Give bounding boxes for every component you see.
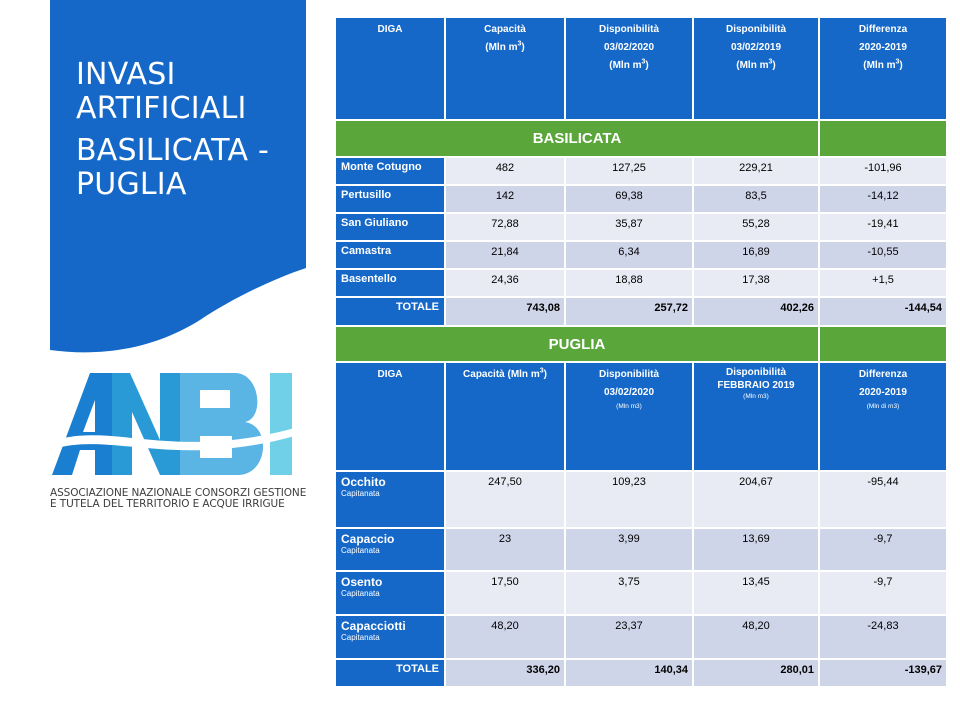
capacity-cell: 247,50 — [446, 472, 566, 529]
total-availability-2019: 280,01 — [694, 660, 820, 688]
total-availability-2019: 402,26 — [694, 298, 820, 327]
availability-2019-cell: 48,20 — [694, 616, 820, 660]
dam-name — [336, 616, 446, 660]
dam-name: Monte Cotugno — [336, 158, 446, 186]
dam-title: Osento — [341, 575, 383, 589]
slide-title — [76, 58, 269, 202]
section-row-puglia — [336, 327, 948, 363]
title-line-2: ARTIFICIALI — [76, 91, 247, 126]
availability-2019-cell: 13,45 — [694, 572, 820, 616]
difference-cell: -95,44 — [820, 472, 948, 529]
table-row — [336, 186, 948, 214]
availability-2020-cell: 35,87 — [566, 214, 694, 242]
header-differenza: Differenza 2020-2019 (Mln di m3) — [820, 363, 948, 472]
dam-title: Capacciotti — [341, 619, 406, 633]
total-capacity: 743,08 — [446, 298, 566, 327]
total-capacity: 336,20 — [446, 660, 566, 688]
difference-cell: -19,41 — [820, 214, 948, 242]
table-row — [336, 270, 948, 298]
header-capacita: Capacità (Mln $m^3$) — [446, 363, 566, 472]
dam-title: Occhito — [341, 475, 386, 489]
availability-2020-cell: 23,37 — [566, 616, 694, 660]
availability-2020-cell: 6,34 — [566, 242, 694, 270]
basilicata-header-row — [336, 18, 948, 121]
header-diga: DIGA — [336, 18, 446, 121]
header-disponibilita-2019: Disponibilità 03/02/2019 (Mln $m^3$) — [694, 18, 820, 121]
logo-text-line-2: E TUTELA DEL TERRITORIO E ACQUE IRRIGUE — [50, 498, 285, 510]
capacity-cell: 21,84 — [446, 242, 566, 270]
table-row — [336, 529, 948, 572]
section-blank — [820, 121, 948, 158]
capacity-cell: 48,20 — [446, 616, 566, 660]
title-line-1: INVASI — [76, 57, 176, 92]
availability-2020-cell: 18,88 — [566, 270, 694, 298]
availability-2019-cell: 229,21 — [694, 158, 820, 186]
section-blank — [820, 327, 948, 363]
dam-name — [336, 529, 446, 572]
dam-name: Pertusillo — [336, 186, 446, 214]
total-row-basilicata — [336, 298, 948, 327]
total-label: TOTALE — [336, 660, 446, 688]
puglia-header-row — [336, 363, 948, 472]
availability-2020-cell: 3,75 — [566, 572, 694, 616]
capacity-cell: 24,36 — [446, 270, 566, 298]
availability-2020-cell: 109,23 — [566, 472, 694, 529]
table-row — [336, 572, 948, 616]
total-difference: -144,54 — [820, 298, 948, 327]
dam-area: Capitanata — [341, 546, 380, 555]
table-row — [336, 242, 948, 270]
dam-title: Capaccio — [341, 532, 395, 546]
dam-area: Capitanata — [341, 589, 380, 598]
dam-area: Capitanata — [341, 633, 380, 642]
total-row-puglia — [336, 660, 948, 688]
anbi-logo-mark — [50, 370, 295, 490]
capacity-cell: 72,88 — [446, 214, 566, 242]
anbi-logo-text — [50, 487, 307, 510]
difference-cell: -10,55 — [820, 242, 948, 270]
table-row — [336, 616, 948, 660]
difference-cell: -24,83 — [820, 616, 948, 660]
availability-2020-cell: 3,99 — [566, 529, 694, 572]
logo-text-line-1: ASSOCIAZIONE NAZIONALE CONSORZI GESTIONE — [50, 487, 307, 499]
dam-name: Basentello — [336, 270, 446, 298]
availability-2020-cell: 127,25 — [566, 158, 694, 186]
capacity-cell: 17,50 — [446, 572, 566, 616]
header-capacita: Capacità (Mln $m^3$) — [446, 18, 566, 121]
total-difference: -139,67 — [820, 660, 948, 688]
dam-name — [336, 472, 446, 529]
header-disponibilita-2020: Disponibilità 03/02/2020 (Mln $m^3$) — [566, 18, 694, 121]
title-line-4: PUGLIA — [76, 167, 187, 202]
difference-cell: +1,5 — [820, 270, 948, 298]
capacity-cell: 23 — [446, 529, 566, 572]
availability-2019-cell: 204,67 — [694, 472, 820, 529]
section-title-puglia: PUGLIA — [336, 327, 820, 363]
total-availability-2020: 257,72 — [566, 298, 694, 327]
availability-2019-cell: 55,28 — [694, 214, 820, 242]
total-label: TOTALE — [336, 298, 446, 327]
availability-2019-cell: 13,69 — [694, 529, 820, 572]
table-row — [336, 158, 948, 186]
section-row-basilicata — [336, 121, 948, 158]
availability-2020-cell: 69,38 — [566, 186, 694, 214]
title-line-3: BASILICATA - — [76, 133, 269, 168]
header-diga: DIGA — [336, 363, 446, 472]
section-title-basilicata: BASILICATA — [336, 121, 820, 158]
difference-cell: -101,96 — [820, 158, 948, 186]
total-availability-2020: 140,34 — [566, 660, 694, 688]
availability-2019-cell: 83,5 — [694, 186, 820, 214]
dam-name: San Giuliano — [336, 214, 446, 242]
difference-cell: -14,12 — [820, 186, 948, 214]
availability-2019-cell: 17,38 — [694, 270, 820, 298]
header-differenza: Differenza 2020-2019 (Mln $m^3$) — [820, 18, 948, 121]
table-row — [336, 472, 948, 529]
table-row — [336, 214, 948, 242]
dam-name — [336, 572, 446, 616]
header-disponibilita-febbraio-2019: Disponibilità FEBBRAIO 2019 (Mln m3) — [694, 363, 820, 472]
difference-cell: -9,7 — [820, 529, 948, 572]
capacity-cell: 142 — [446, 186, 566, 214]
dam-area: Capitanata — [341, 489, 380, 498]
capacity-cell: 482 — [446, 158, 566, 186]
dam-name: Camastra — [336, 242, 446, 270]
difference-cell: -9,7 — [820, 572, 948, 616]
header-disponibilita-2020: Disponibilità 03/02/2020 (Mln m3) — [566, 363, 694, 472]
availability-2019-cell: 16,89 — [694, 242, 820, 270]
reservoir-table — [336, 18, 948, 688]
